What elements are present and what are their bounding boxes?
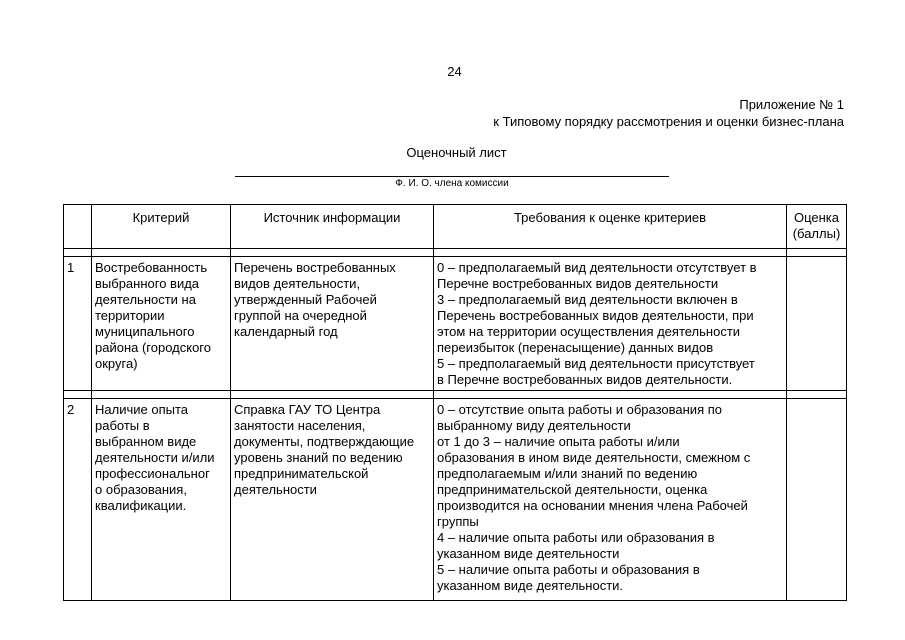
criterion-line: района (городского xyxy=(95,340,211,355)
source-line: уровень знаний по ведению xyxy=(234,450,403,465)
source-line: группой на очередной xyxy=(234,308,367,323)
requirements-line: 0 – предполагаемый вид деятельности отсутствует в xyxy=(437,260,757,275)
appendix-line-1: Приложение № 1 xyxy=(739,97,844,112)
criteria-table xyxy=(63,204,847,601)
criterion-line: Востребованность xyxy=(95,260,208,275)
table-row xyxy=(64,399,847,601)
table-header-row xyxy=(64,205,847,249)
requirements-line: переизбыток (перенасыщение) данных видов xyxy=(437,340,714,355)
requirements-line: от 1 до 3 – наличие опыта работы и/или xyxy=(437,434,680,449)
table-row xyxy=(64,257,847,391)
requirements-cell xyxy=(434,399,787,601)
header-score-line-2: (баллы) xyxy=(792,226,841,241)
source-line: деятельности xyxy=(234,482,317,497)
criterion-line: Наличие опыта xyxy=(95,402,188,417)
requirements-line: 5 – предполагаемый вид деятельности присутствует xyxy=(437,356,755,371)
criterion-line: профессиональног xyxy=(95,466,210,481)
score-cell[interactable] xyxy=(787,257,847,391)
table-spacer-row xyxy=(64,391,847,399)
requirements-line: предпринимательской деятельности, оценка xyxy=(437,482,708,497)
header-criterion: Критерий xyxy=(92,205,231,249)
requirements-line: предполагаемым и/или знаний по ведению xyxy=(437,466,698,481)
requirements-line: 0 – отсутствие опыта работы и образования по xyxy=(437,402,722,417)
criterion-cell xyxy=(92,257,231,391)
requirements-line: указанном виде деятельности xyxy=(437,546,620,561)
page-number xyxy=(0,64,905,79)
requirements-cell xyxy=(434,257,787,391)
score-cell[interactable] xyxy=(787,399,847,601)
criterion-line: округа) xyxy=(95,356,138,371)
criterion-line: квалификации. xyxy=(95,498,187,513)
requirements-line: Перечень востребованных видов деятельности, при xyxy=(437,308,754,323)
appendix-heading xyxy=(493,96,844,130)
requirements-line: 3 – предполагаемый вид деятельности включен в xyxy=(437,292,738,307)
source-line: Справка ГАУ ТО Центра xyxy=(234,402,381,417)
source-line: видов деятельности, xyxy=(234,276,361,291)
requirements-line: в Перечне востребованных видов деятельности. xyxy=(437,372,733,387)
criterion-line: территории xyxy=(95,308,165,323)
criterion-line: выбранного вида xyxy=(95,276,200,291)
requirements-line: группы xyxy=(437,514,479,529)
source-line: утвержденный Рабочей xyxy=(234,292,377,307)
requirements-line: 5 – наличие опыта работы и образования в xyxy=(437,562,700,577)
source-line: Перечень востребованных xyxy=(234,260,396,275)
sheet-title xyxy=(0,145,905,160)
requirements-line: указанном виде деятельности. xyxy=(437,578,624,593)
requirements-line: этом на территории осуществления деятельности xyxy=(437,324,741,339)
signature-line xyxy=(235,176,669,177)
source-line: документы, подтверждающие xyxy=(234,434,415,449)
row-num: 2 xyxy=(64,399,92,601)
requirements-line: Перечне востребованных видов деятельности xyxy=(437,276,719,291)
criterion-line: деятельности на xyxy=(95,292,196,307)
row-num: 1 xyxy=(64,257,92,391)
requirements-line: 4 – наличие опыта работы или образования в xyxy=(437,530,715,545)
criterion-line: работы в xyxy=(95,418,150,433)
appendix-line-2: к Типовому порядку рассмотрения и оценки бизнес-плана xyxy=(493,114,844,129)
source-line: занятости населения, xyxy=(234,418,366,433)
requirements-line: выбранному виду деятельности xyxy=(437,418,631,433)
header-source: Источник информации xyxy=(231,205,434,249)
criterion-line: о образования, xyxy=(95,482,187,497)
source-line: предпринимательской xyxy=(234,466,369,481)
header-score xyxy=(787,205,847,249)
source-line: календарный год xyxy=(234,324,338,339)
requirements-line: производится на основании мнения члена Рабочей xyxy=(437,498,748,513)
sheet-title-text: Оценочный лист xyxy=(406,145,507,160)
criterion-line: муниципального xyxy=(95,324,195,339)
source-cell xyxy=(231,399,434,601)
page-number-text: 24 xyxy=(447,64,462,79)
source-cell xyxy=(231,257,434,391)
header-num xyxy=(64,205,92,249)
criterion-cell xyxy=(92,399,231,601)
criterion-line: деятельности и/или xyxy=(95,450,215,465)
signature-caption: Ф. И. О. члена комиссии xyxy=(395,178,509,189)
header-score-line-1: Оценка xyxy=(793,210,840,225)
criterion-line: выбранном виде xyxy=(95,434,197,449)
table-spacer-row xyxy=(64,249,847,257)
header-requirements: Требования к оценке критериев xyxy=(434,205,787,249)
requirements-line: образования в ином виде деятельности, смежном с xyxy=(437,450,751,465)
